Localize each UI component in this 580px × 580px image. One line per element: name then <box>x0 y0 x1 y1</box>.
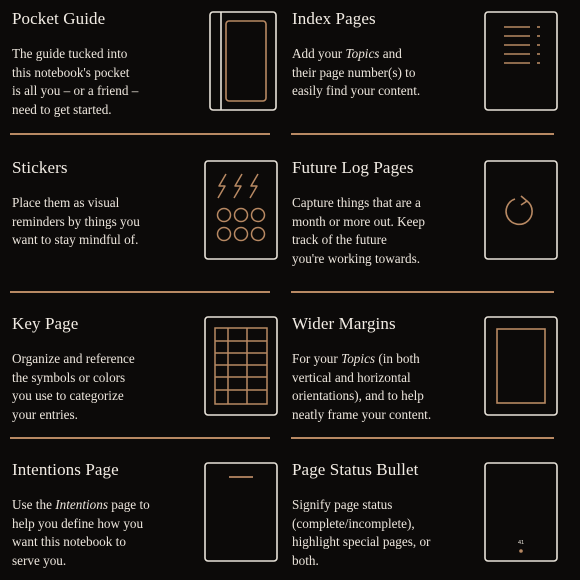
stickers-icon <box>202 158 282 262</box>
margin-frame-icon <box>482 314 562 418</box>
section-divider <box>10 437 270 439</box>
refresh-cycle-icon <box>482 158 562 262</box>
feature-description: Organize and reference the symbols or colors you use to categorize your entries. <box>12 351 135 422</box>
feature-title: Wider Margins <box>292 314 396 333</box>
section-divider <box>291 133 554 135</box>
feature-description: For your Topics (in both vertical and horizontal orientations), and to help neatly frame your content. <box>292 351 432 422</box>
index-list-icon <box>482 9 562 113</box>
feature-title: Stickers <box>12 158 68 177</box>
section-divider <box>10 291 270 293</box>
section-divider <box>291 437 554 439</box>
feature-title: Page Status Bullet <box>292 460 419 479</box>
feature-title: Index Pages <box>292 9 376 28</box>
feature-description: Capture things that are a month or more out. Keep track of the future you're working towards. <box>292 195 425 266</box>
feature-title: Future Log Pages <box>292 158 414 177</box>
feature-description: Use the Intentions page to help you define how you want this notebook to serve you. <box>12 497 150 568</box>
page-number: 41 <box>517 540 525 546</box>
feature-description: Signify page status (complete/incomplete), highlight special pages, or both. <box>292 497 431 568</box>
feature-title: Key Page <box>12 314 79 333</box>
pocket-notebook-icon <box>202 9 282 113</box>
section-divider <box>291 291 554 293</box>
feature-title: Intentions Page <box>12 460 119 479</box>
status-bullet-icon <box>482 460 562 564</box>
section-divider <box>10 133 270 135</box>
feature-description: The guide tucked into this notebook's pocket is all you – or a friend – need to get started. <box>12 46 139 117</box>
feature-title: Pocket Guide <box>12 9 106 28</box>
status-dot <box>519 549 523 553</box>
intentions-page-icon <box>202 460 282 564</box>
feature-description: Add your Topics and their page number(s) to easily find your content. <box>292 46 421 99</box>
key-grid-icon <box>202 314 282 418</box>
feature-description: Place them as visual reminders by things you want to stay mindful of. <box>12 195 140 248</box>
